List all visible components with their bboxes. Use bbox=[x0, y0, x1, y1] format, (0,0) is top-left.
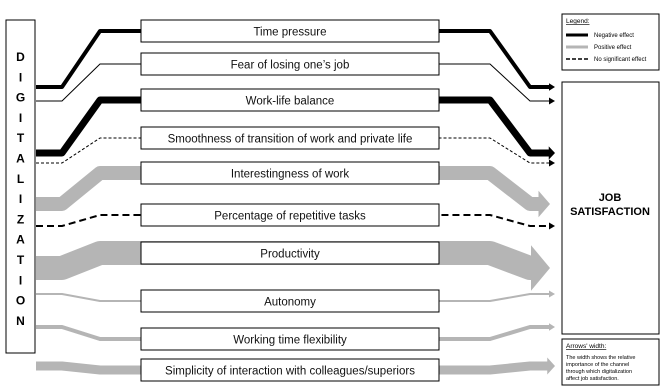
legend-item-no-effect: No significant effect bbox=[594, 57, 647, 63]
channel-arrow-head bbox=[539, 191, 551, 218]
digitalization-letter: A bbox=[16, 232, 25, 247]
channel-boxes bbox=[141, 20, 439, 381]
channel-label: Simplicity of interaction with colleagues/superiors bbox=[165, 365, 415, 378]
channel-arrow-head bbox=[549, 323, 555, 331]
digitalization-letter: I bbox=[18, 70, 23, 85]
digitalization-letter: I bbox=[18, 192, 23, 207]
digitalization-letter: I bbox=[18, 110, 23, 125]
legend-title: Legend: bbox=[566, 18, 590, 25]
digitalization-letter: L bbox=[16, 171, 25, 186]
digitalization-letter: N bbox=[16, 313, 25, 328]
legend-item-positive: Positive effect bbox=[594, 45, 632, 51]
channel-label: Work-life balance bbox=[245, 95, 335, 108]
note-line-1: The width shows the relative bbox=[566, 355, 636, 361]
job-satisfaction-label-line2: SATISFACTION bbox=[570, 206, 650, 218]
channel-label: Time pressure bbox=[253, 26, 327, 39]
note-line-4: affect job satisfaction. bbox=[566, 376, 619, 382]
channel-arrow-head bbox=[549, 291, 555, 298]
channel-arrow-head bbox=[549, 98, 555, 105]
channel-label: Productivity bbox=[260, 248, 320, 261]
digitalization-letter: T bbox=[16, 253, 25, 267]
channel-arrow-head bbox=[549, 223, 555, 230]
channel-label: Smoothness of transition of work and private life bbox=[167, 133, 413, 146]
digitalization-letter: I bbox=[18, 273, 23, 288]
digitalization-letter: A bbox=[16, 151, 25, 166]
channel-label: Fear of losing one’s job bbox=[230, 59, 350, 72]
note-line-2: importance of the channel bbox=[566, 362, 630, 368]
channel-label: Interestingness of work bbox=[230, 168, 350, 181]
digitalization-letter: T bbox=[16, 131, 25, 146]
channel-arrow-head bbox=[547, 357, 555, 374]
digitalization-letter: G bbox=[15, 90, 26, 105]
channel-arrows bbox=[36, 31, 555, 375]
channel-arrow-head bbox=[549, 83, 555, 91]
legend bbox=[562, 14, 659, 70]
channel-arrow-head bbox=[549, 160, 555, 167]
channel-label: Percentage of repetitive tasks bbox=[214, 210, 366, 223]
channel-arrow-head bbox=[531, 245, 550, 291]
note-line-3: through which digitalization bbox=[566, 369, 633, 375]
legend-item-negative: Negative effect bbox=[594, 33, 634, 39]
channel-arrow-head bbox=[549, 146, 555, 159]
note-title: Arrows' width: bbox=[566, 343, 607, 350]
channel-label: Working time flexibility bbox=[233, 334, 347, 347]
arrow-width-note bbox=[562, 339, 659, 385]
digitalization-letter: D bbox=[16, 50, 25, 64]
digitalization-letter: Z bbox=[16, 212, 25, 227]
job-satisfaction-label-line1: JOB bbox=[598, 192, 622, 204]
digitalization-letter: O bbox=[15, 293, 26, 308]
channel-label: Autonomy bbox=[264, 296, 316, 309]
